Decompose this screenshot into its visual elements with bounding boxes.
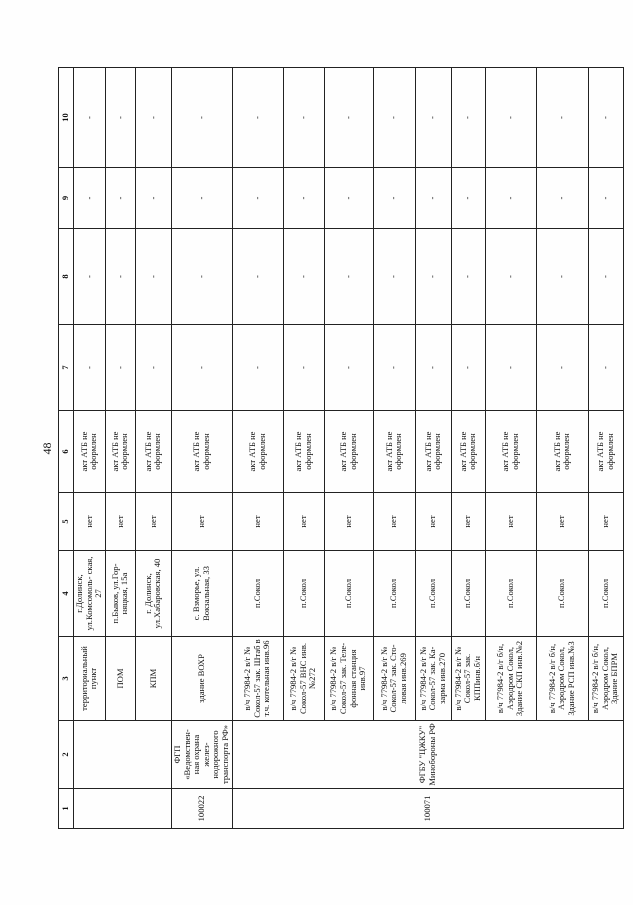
address-cell: п.Быков, ул.Гор- няцкая, 15а: [105, 551, 135, 637]
address-cell: п.Сокол: [324, 551, 373, 637]
object-cell: в/ч 77984-2 в/г № Сокол-57 ВНС инв.№272: [283, 637, 324, 721]
col7-cell: -: [415, 325, 451, 411]
col10-cell: -: [135, 68, 171, 168]
address-cell: п.Сокол: [283, 551, 324, 637]
col5-cell: нет: [451, 493, 485, 551]
table-row: [373, 68, 415, 829]
col10-cell: -: [485, 68, 536, 168]
col10-cell: -: [232, 68, 283, 168]
table-row: [105, 68, 135, 829]
col9-cell: -: [415, 168, 451, 229]
col7-cell: -: [485, 325, 536, 411]
col10-cell: -: [588, 68, 623, 168]
empty-cell: [74, 789, 172, 829]
col9-cell: -: [324, 168, 373, 229]
table-row: [588, 68, 623, 829]
status-cell: акт АТБ не оформлен: [415, 411, 451, 493]
address-cell: с. Взморье, ул. Вокзальная, 33: [171, 551, 232, 637]
status-cell: акт АТБ не оформлен: [135, 411, 171, 493]
col9-cell: -: [536, 168, 588, 229]
rotated-table-wrapper: [40, 68, 620, 829]
col8-cell: -: [588, 229, 623, 325]
page-number: 48: [40, 442, 54, 455]
col9-cell: -: [74, 168, 106, 229]
header-cell: 5: [59, 493, 74, 551]
col10-cell: -: [105, 68, 135, 168]
header-cell: 6: [59, 411, 74, 493]
col5-cell: нет: [105, 493, 135, 551]
col10-cell: -: [451, 68, 485, 168]
header-cell: 4: [59, 551, 74, 637]
table-row: [74, 68, 106, 829]
col5-cell: нет: [324, 493, 373, 551]
col8-cell: -: [536, 229, 588, 325]
col9-cell: -: [135, 168, 171, 229]
address-cell: г. Долинск, ул.Хабаровская, 40: [135, 551, 171, 637]
col9-cell: -: [283, 168, 324, 229]
col5-cell: нет: [415, 493, 451, 551]
status-cell: акт АТБ не оформлен: [373, 411, 415, 493]
table-row: [536, 68, 588, 829]
col10-cell: -: [171, 68, 232, 168]
col8-cell: -: [373, 229, 415, 325]
col5-cell: нет: [588, 493, 623, 551]
col5-cell: нет: [283, 493, 324, 551]
status-cell: акт АТБ не оформлен: [232, 411, 283, 493]
col5-cell: нет: [74, 493, 106, 551]
object-cell: в/ч 77984-2 в/г № Сокол-57 зак. Штаб в т.ч. котельная инв.96: [232, 637, 283, 721]
object-cell: в/ч 77984-2 в/г б/н, Аэродром Сокол, Здание РСП инв.№3: [536, 637, 588, 721]
col8-cell: -: [74, 229, 106, 325]
col8-cell: -: [135, 229, 171, 325]
table-row: [451, 68, 485, 829]
col5-cell: нет: [485, 493, 536, 551]
object-cell: здание ВОХР: [171, 637, 232, 721]
address-cell: п.Сокол: [588, 551, 623, 637]
col7-cell: -: [232, 325, 283, 411]
table-row: [135, 68, 171, 829]
col9-cell: -: [171, 168, 232, 229]
status-cell: акт АТБ не оформлен: [74, 411, 106, 493]
col5-cell: нет: [171, 493, 232, 551]
object-cell: КПМ: [135, 637, 171, 721]
table-row: [283, 68, 324, 829]
empty-cell: [74, 721, 172, 789]
header-cell: 2: [59, 721, 74, 789]
col9-cell: -: [588, 168, 623, 229]
col9-cell: -: [373, 168, 415, 229]
col8-cell: -: [451, 229, 485, 325]
object-cell: в/ч 77984-2 в/г № Сокол-57 зак. Сто- ловая инв.269: [373, 637, 415, 721]
status-cell: акт АТБ не оформлен: [588, 411, 623, 493]
col7-cell: -: [373, 325, 415, 411]
col10-cell: -: [324, 68, 373, 168]
col5-cell: нет: [536, 493, 588, 551]
col7-cell: -: [74, 325, 106, 411]
object-cell: территориальный пункт: [74, 637, 106, 721]
status-cell: акт АТБ не оформлен: [324, 411, 373, 493]
table-row: [415, 68, 451, 829]
col7-cell: -: [451, 325, 485, 411]
status-cell: акт АТБ не оформлен: [171, 411, 232, 493]
object-cell: в/ч 77984-2 в/г б/н, Аэродром Сокол, Здание БПРМ: [588, 637, 623, 721]
status-cell: акт АТБ не оформлен: [105, 411, 135, 493]
header-cell: 8: [59, 229, 74, 325]
object-cell: в/ч 77984-2 в/г № Сокол-57 зак. КППинв.б/н: [451, 637, 485, 721]
address-cell: п.Сокол: [415, 551, 451, 637]
col7-cell: -: [171, 325, 232, 411]
col8-cell: -: [283, 229, 324, 325]
col8-cell: -: [105, 229, 135, 325]
table-row: [485, 68, 536, 829]
address-cell: п.Сокол: [232, 551, 283, 637]
col10-cell: -: [415, 68, 451, 168]
header-cell: 3: [59, 637, 74, 721]
table-row: [324, 68, 373, 829]
object-cell: в/ч 77984-2 в/г № Сокол-57 зак. Ка- зарма инв.270: [415, 637, 451, 721]
col10-cell: -: [283, 68, 324, 168]
header-cell: 9: [59, 168, 74, 229]
col8-cell: -: [324, 229, 373, 325]
table-row: [232, 68, 283, 829]
col10-cell: -: [373, 68, 415, 168]
header-row: [59, 68, 74, 829]
address-cell: г.Долинск, ул.Комсомоль- ская, 27: [74, 551, 106, 637]
col5-cell: нет: [232, 493, 283, 551]
col8-cell: -: [485, 229, 536, 325]
col5-cell: нет: [135, 493, 171, 551]
address-cell: п.Сокол: [373, 551, 415, 637]
status-cell: акт АТБ не оформлен: [451, 411, 485, 493]
code-cell: 100071: [232, 789, 623, 829]
col7-cell: -: [135, 325, 171, 411]
col7-cell: -: [105, 325, 135, 411]
status-cell: акт АТБ не оформлен: [283, 411, 324, 493]
col10-cell: -: [74, 68, 106, 168]
address-cell: п.Сокол: [485, 551, 536, 637]
header-cell: 7: [59, 325, 74, 411]
col9-cell: -: [485, 168, 536, 229]
status-cell: акт АТБ не оформлен: [536, 411, 588, 493]
object-cell: ПОМ: [105, 637, 135, 721]
col9-cell: -: [105, 168, 135, 229]
col5-cell: нет: [373, 493, 415, 551]
col9-cell: -: [451, 168, 485, 229]
registry-table: [58, 67, 624, 829]
col7-cell: -: [588, 325, 623, 411]
header-cell: 10: [59, 68, 74, 168]
address-cell: п.Сокол: [536, 551, 588, 637]
col10-cell: -: [536, 68, 588, 168]
col7-cell: -: [536, 325, 588, 411]
object-cell: в/ч 77984-2 в/г б/н, Аэродром Сокол, Здание СКП инв.№2: [485, 637, 536, 721]
col7-cell: -: [283, 325, 324, 411]
code-cell: 100022: [171, 789, 232, 829]
col8-cell: -: [415, 229, 451, 325]
table-row: [171, 68, 232, 829]
header-cell: 1: [59, 789, 74, 829]
address-cell: п.Сокол: [451, 551, 485, 637]
col8-cell: -: [232, 229, 283, 325]
col7-cell: -: [324, 325, 373, 411]
org-cell: ФГБУ "ЦЖКУ" Минобороны РФ: [232, 721, 623, 789]
org-cell: ФГП «Ведомствен- ная охрана желез- нодорожного транспорта РФ»: [171, 721, 232, 789]
status-cell: акт АТБ не оформлен: [485, 411, 536, 493]
col9-cell: -: [232, 168, 283, 229]
object-cell: в/ч 77984-2 в/г № Сокол-57 зак. Теле- фонная станция инв.97: [324, 637, 373, 721]
col8-cell: -: [171, 229, 232, 325]
